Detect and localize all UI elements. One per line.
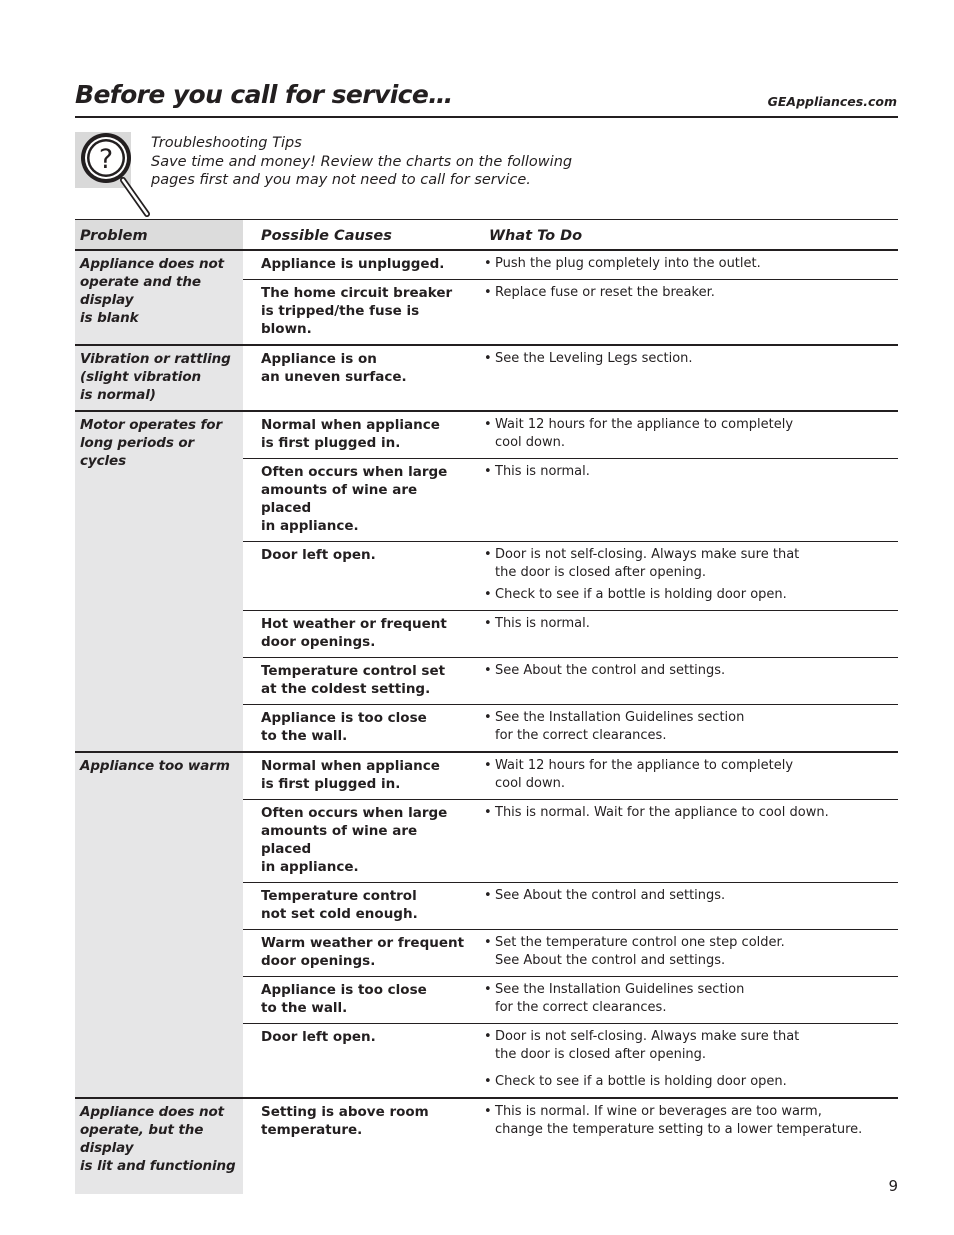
table-row bbox=[75, 250, 898, 280]
todo-text: This is normal. bbox=[495, 615, 590, 631]
what-to-do-cell bbox=[471, 799, 898, 882]
bullet-icon: • bbox=[484, 757, 492, 773]
cause-cell bbox=[243, 704, 471, 752]
question-magnifier-icon bbox=[75, 132, 155, 218]
bullet-icon: • bbox=[484, 350, 492, 366]
cause-text: in appliance. bbox=[261, 858, 359, 875]
tips-heading: Troubleshooting Tips bbox=[151, 135, 302, 151]
bullet-text bbox=[495, 887, 725, 905]
bullet-text bbox=[495, 981, 744, 1017]
cause-cell bbox=[243, 411, 471, 459]
todo-text: This is normal. Wait for the appliance to cool down. bbox=[495, 804, 829, 820]
what-to-do-cell bbox=[471, 1023, 898, 1098]
problem-text: operate and the display bbox=[80, 273, 201, 308]
what-to-do-cell bbox=[471, 704, 898, 752]
problem-text: Appliance does not bbox=[80, 1103, 224, 1120]
bullet-item bbox=[484, 662, 894, 680]
todo-text: See the bbox=[495, 981, 549, 997]
problem-text: (slight vibration bbox=[80, 368, 202, 385]
cause-text: to the wall. bbox=[261, 727, 348, 744]
bullet-text bbox=[495, 615, 590, 633]
cause-text: door openings. bbox=[261, 952, 376, 969]
tips-line-1: Save time and money! Review the charts on the following bbox=[151, 153, 573, 170]
todo-text: change the temperature setting to a lower temperature. bbox=[495, 1121, 863, 1137]
cause-text: amounts of wine are placed bbox=[261, 481, 418, 516]
problem-text: Vibration or rattling bbox=[80, 350, 231, 367]
reference-text: About the control and settings. bbox=[523, 887, 726, 903]
bullet-text bbox=[495, 416, 793, 452]
bullet-text bbox=[495, 934, 785, 970]
todo-text: Set the temperature control one step colder. bbox=[495, 934, 785, 950]
what-to-do-cell bbox=[471, 411, 898, 459]
problem-text: is blank bbox=[80, 309, 139, 326]
bullet-text bbox=[495, 709, 744, 745]
problem-cell bbox=[75, 1098, 243, 1194]
cause-text: door openings. bbox=[261, 633, 376, 650]
cause-text: amounts of wine are placed bbox=[261, 822, 418, 857]
cause-text: Door left open. bbox=[261, 1028, 376, 1045]
what-to-do-cell bbox=[471, 250, 898, 280]
site-url: GEAppliances.com bbox=[767, 94, 897, 109]
svg-text:?: ? bbox=[98, 144, 114, 175]
todo-text: See the bbox=[495, 350, 549, 366]
todo-text: Door is not self-closing. Always make sure that bbox=[495, 1028, 800, 1044]
cause-text: Normal when appliance bbox=[261, 416, 440, 433]
cause-text: is first plugged in. bbox=[261, 775, 401, 792]
todo-text: Wait 12 hours for the appliance to completely bbox=[495, 757, 794, 773]
cause-text: The home circuit breaker bbox=[261, 284, 453, 301]
reference-text: Leveling Legs bbox=[548, 350, 638, 366]
cause-text: to the wall. bbox=[261, 999, 348, 1016]
todo-text: See bbox=[495, 952, 524, 968]
problem-cell bbox=[75, 345, 243, 411]
what-to-do-cell bbox=[471, 610, 898, 657]
cause-text: Appliance is unplugged. bbox=[261, 255, 445, 272]
what-to-do-cell bbox=[471, 345, 898, 411]
header-possible-causes: Possible Causes bbox=[243, 220, 471, 250]
cause-cell bbox=[243, 250, 471, 280]
bullet-icon: • bbox=[484, 586, 492, 602]
bullet-text bbox=[495, 350, 693, 368]
problem-text: long periods or cycles bbox=[80, 434, 195, 469]
cause-cell bbox=[243, 610, 471, 657]
bullet-item bbox=[484, 1073, 894, 1091]
cause-text: in appliance. bbox=[261, 517, 359, 534]
cause-text: Often occurs when large bbox=[261, 463, 448, 480]
cause-text: is first plugged in. bbox=[261, 434, 401, 451]
bullet-icon: • bbox=[484, 709, 492, 725]
bullet-icon: • bbox=[484, 981, 492, 997]
bullet-icon: • bbox=[484, 546, 492, 562]
todo-text: for the correct clearances. bbox=[495, 727, 667, 743]
cause-cell bbox=[243, 458, 471, 541]
bullet-icon: • bbox=[484, 615, 492, 631]
cause-cell bbox=[243, 799, 471, 882]
cause-cell bbox=[243, 882, 471, 929]
bullet-text bbox=[495, 1028, 799, 1064]
cause-text: Door left open. bbox=[261, 546, 376, 563]
bullet-item bbox=[484, 757, 894, 793]
cause-cell bbox=[243, 657, 471, 704]
problem-text: Appliance does not bbox=[80, 255, 224, 272]
bullet-text bbox=[495, 804, 829, 822]
bullet-icon: • bbox=[484, 284, 492, 300]
bullet-icon: • bbox=[484, 416, 492, 432]
cause-text: Temperature control bbox=[261, 887, 417, 904]
bullet-icon: • bbox=[484, 463, 492, 479]
cause-text: Warm weather or frequent bbox=[261, 934, 465, 951]
what-to-do-cell bbox=[471, 752, 898, 800]
cause-text: temperature. bbox=[261, 1121, 363, 1138]
cause-cell bbox=[243, 1023, 471, 1098]
cause-text: Appliance is on bbox=[261, 350, 377, 367]
problem-text: Appliance too warm bbox=[80, 757, 230, 774]
bullet-text bbox=[495, 463, 590, 481]
bullet-item bbox=[484, 586, 894, 604]
todo-text: This is normal. If wine or beverages are too warm, bbox=[495, 1103, 822, 1119]
todo-text: section. bbox=[637, 350, 693, 366]
title-rule bbox=[75, 116, 898, 118]
todo-text: See the bbox=[495, 709, 549, 725]
bullet-item bbox=[484, 255, 894, 273]
todo-text: Replace fuse or reset the breaker. bbox=[495, 284, 715, 300]
bullet-icon: • bbox=[484, 1103, 492, 1119]
problem-cell bbox=[75, 250, 243, 345]
bullet-icon: • bbox=[484, 1073, 492, 1089]
bullet-text bbox=[495, 1103, 862, 1139]
problem-cell bbox=[75, 752, 243, 1098]
bullet-text bbox=[495, 662, 725, 680]
bullet-item bbox=[484, 1028, 894, 1064]
bullet-item bbox=[484, 463, 894, 481]
header-problem: Problem bbox=[75, 220, 243, 250]
cause-text: Setting is above room bbox=[261, 1103, 429, 1120]
bullet-item bbox=[484, 981, 894, 1017]
reference-text: Installation Guidelines bbox=[548, 981, 694, 997]
table-body bbox=[75, 250, 898, 1194]
problem-cell bbox=[75, 411, 243, 752]
todo-text: This is normal. bbox=[495, 463, 590, 479]
reference-text: Installation Guidelines bbox=[548, 709, 694, 725]
cause-text: Appliance is too close bbox=[261, 709, 427, 726]
bullet-icon: • bbox=[484, 804, 492, 820]
problem-text: is normal) bbox=[80, 386, 156, 403]
cause-cell bbox=[243, 279, 471, 345]
todo-text: the door is closed after opening. bbox=[495, 564, 707, 580]
what-to-do-cell bbox=[471, 882, 898, 929]
what-to-do-cell bbox=[471, 279, 898, 345]
what-to-do-cell bbox=[471, 976, 898, 1023]
todo-text: Check to see if a bottle is holding door open. bbox=[495, 586, 787, 602]
reference-text: About the control and settings. bbox=[523, 662, 726, 678]
todo-text: See bbox=[495, 662, 524, 678]
cause-text: Temperature control set bbox=[261, 662, 446, 679]
bullet-item bbox=[484, 416, 894, 452]
table-header-row bbox=[75, 220, 898, 250]
cause-text: Hot weather or frequent bbox=[261, 615, 447, 632]
bullet-icon: • bbox=[484, 934, 492, 950]
table-row bbox=[75, 752, 898, 800]
bullet-item bbox=[484, 284, 894, 302]
todo-text: cool down. bbox=[495, 434, 566, 450]
bullet-icon: • bbox=[484, 1028, 492, 1044]
todo-text: Check to see if a bottle is holding door open. bbox=[495, 1073, 787, 1089]
cause-cell bbox=[243, 976, 471, 1023]
table-row bbox=[75, 345, 898, 411]
cause-text: an uneven surface. bbox=[261, 368, 407, 385]
cause-text: at the coldest setting. bbox=[261, 680, 431, 697]
todo-text: Wait 12 hours for the appliance to completely bbox=[495, 416, 794, 432]
bullet-text bbox=[495, 1073, 787, 1091]
cause-text: Often occurs when large bbox=[261, 804, 448, 821]
what-to-do-cell bbox=[471, 929, 898, 976]
page-number: 9 bbox=[888, 1177, 898, 1195]
todo-text: cool down. bbox=[495, 775, 566, 791]
troubleshooting-table bbox=[75, 219, 898, 1194]
todo-text: for the correct clearances. bbox=[495, 999, 667, 1015]
bullet-item bbox=[484, 546, 894, 582]
bullet-text bbox=[495, 546, 799, 582]
cause-cell bbox=[243, 929, 471, 976]
bullet-icon: • bbox=[484, 662, 492, 678]
header-what-to-do: What To Do bbox=[471, 220, 898, 250]
bullet-item bbox=[484, 804, 894, 822]
bullet-item bbox=[484, 709, 894, 745]
problem-text: operate, but the display bbox=[80, 1121, 204, 1156]
bullet-item bbox=[484, 615, 894, 633]
tips-line-2: pages first and you may not need to call for service. bbox=[151, 172, 531, 188]
bullet-icon: • bbox=[484, 255, 492, 271]
table-row bbox=[75, 1098, 898, 1194]
cause-cell bbox=[243, 1098, 471, 1194]
bullet-text bbox=[495, 757, 793, 793]
bullet-text bbox=[495, 255, 761, 273]
bullet-text bbox=[495, 586, 787, 604]
cause-text: Normal when appliance bbox=[261, 757, 440, 774]
cause-cell bbox=[243, 345, 471, 411]
table-row bbox=[75, 411, 898, 459]
cause-text: is tripped/the fuse is blown. bbox=[261, 302, 420, 337]
what-to-do-cell bbox=[471, 657, 898, 704]
page-title: Before you call for service… bbox=[75, 80, 453, 109]
problem-text: Motor operates for bbox=[80, 416, 223, 433]
what-to-do-cell bbox=[471, 1098, 898, 1194]
cause-cell bbox=[243, 752, 471, 800]
problem-text: is lit and functioning bbox=[80, 1157, 236, 1174]
bullet-item bbox=[484, 887, 894, 905]
bullet-item bbox=[484, 1103, 894, 1139]
todo-text: the door is closed after opening. bbox=[495, 1046, 707, 1062]
todo-text: Door is not self-closing. Always make sure that bbox=[495, 546, 800, 562]
what-to-do-cell bbox=[471, 458, 898, 541]
todo-text: See bbox=[495, 887, 524, 903]
todo-text: Push the plug completely into the outlet. bbox=[495, 255, 761, 271]
todo-text: section bbox=[693, 981, 745, 997]
bullet-item bbox=[484, 934, 894, 970]
cause-text: Appliance is too close bbox=[261, 981, 427, 998]
bullet-icon: • bbox=[484, 887, 492, 903]
cause-cell bbox=[243, 541, 471, 610]
bullet-text bbox=[495, 284, 715, 302]
reference-text: About the control and settings. bbox=[523, 952, 726, 968]
what-to-do-cell bbox=[471, 541, 898, 610]
troubleshooting-tips bbox=[151, 134, 572, 190]
bullet-item bbox=[484, 350, 894, 368]
todo-text: section bbox=[693, 709, 745, 725]
cause-text: not set cold enough. bbox=[261, 905, 418, 922]
